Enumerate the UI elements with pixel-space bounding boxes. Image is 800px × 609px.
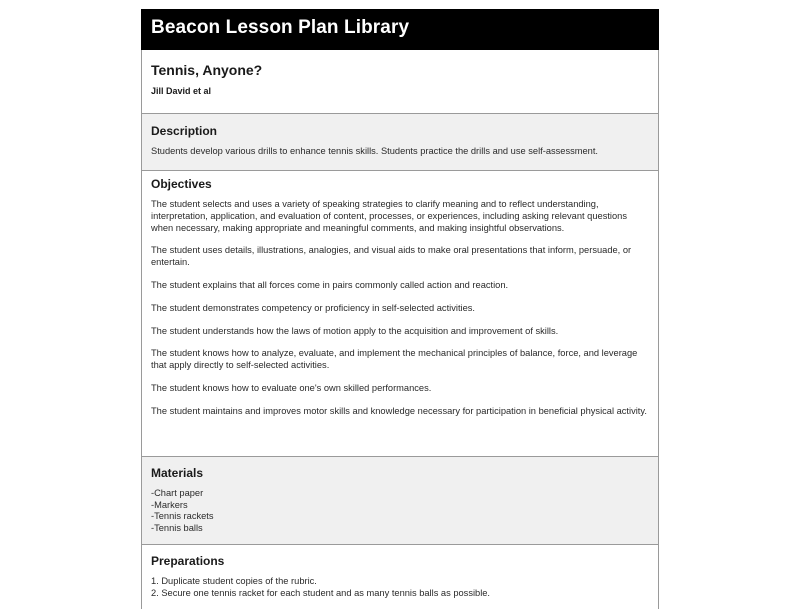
lesson-header <box>141 50 659 114</box>
objective-item: The student uses details, illustrations, analogies, and visual aids to make oral presentations that inform, persuade, or entertain. <box>151 245 632 268</box>
materials-heading: Materials <box>151 466 204 480</box>
objective-item: The student maintains and improves motor skills and knowledge necessary for participation in beneficial physical activity. <box>151 405 647 416</box>
site-title: Beacon Lesson Plan Library <box>151 17 410 38</box>
description-text: Students develop various drills to enhance tennis skills. Students practice the drills and use self-assessment. <box>151 146 598 156</box>
preparation-item: 1. Duplicate student copies of the rubric. <box>151 576 317 586</box>
description-heading: Description <box>151 124 218 138</box>
materials-section <box>141 457 659 545</box>
preparations-heading: Preparations <box>151 554 225 568</box>
material-item: -Markers <box>151 499 188 510</box>
objective-item: The student explains that all forces come in pairs commonly called action and reaction. <box>151 279 509 290</box>
material-item: -Tennis rackets <box>151 511 214 522</box>
objective-item: The student selects and uses a variety of speaking strategies to clarify meaning and to reflect understanding, interpretation, application, and evaluation of content, processes, or experiences, including asking relevant questions when necessary, making appropriate and meaningful comments, and making insightful observations. <box>151 199 627 233</box>
lesson-page <box>141 9 659 609</box>
objective-item: The student knows how to analyze, evaluate, and implement the mechanical principles of balance, force, and leverage that apply directly to self-selected activities. <box>151 348 638 371</box>
lesson-title: Tennis, Anyone? <box>151 62 263 78</box>
material-item: -Chart paper <box>151 488 204 498</box>
objectives-section <box>141 171 659 457</box>
lesson-author: Jill David et al <box>151 86 212 96</box>
preparation-item: 2. Secure one tennis racket for each student and as many tennis balls as possible. <box>151 587 491 598</box>
description-section <box>141 114 659 171</box>
objective-item: The student knows how to evaluate one's own skilled performances. <box>151 382 432 393</box>
objectives-heading: Objectives <box>151 177 212 191</box>
objective-item: The student understands how the laws of motion apply to the acquisition and improvement of skills. <box>151 325 559 336</box>
objective-item: The student demonstrates competency or proficiency in self-selected activities. <box>151 302 475 313</box>
site-banner <box>141 9 659 50</box>
material-item: -Tennis balls <box>151 522 203 533</box>
preparations-section <box>141 545 659 609</box>
